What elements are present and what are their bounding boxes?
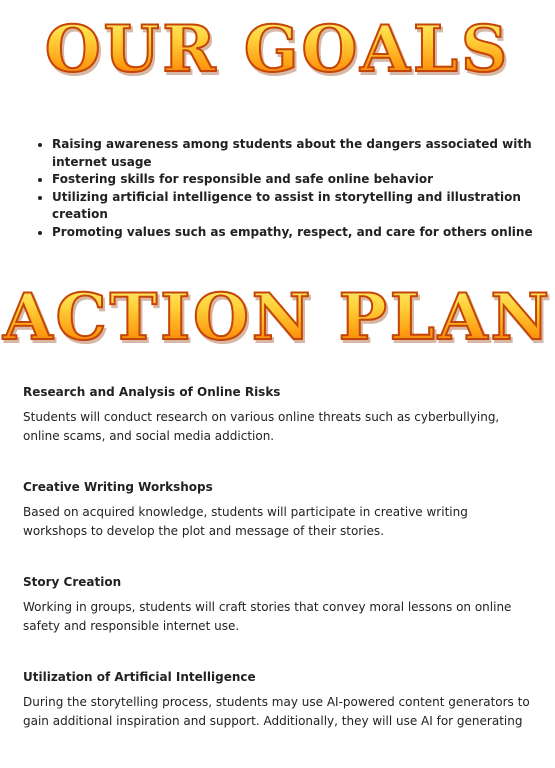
goal-item: • Promoting values such as empathy, respect, and care for others online — [52, 224, 542, 242]
section-body: During the storytelling process, students may use AI-powered content generators to gain additional inspiration and support. Additionally, they will use AI for generating — [23, 695, 530, 728]
section-research — [23, 384, 531, 446]
action-plan-sections — [23, 384, 531, 764]
action-plan-title: ACTION PLAN — [0, 280, 555, 356]
section-heading: Creative Writing Workshops — [23, 480, 213, 494]
goal-item: • Raising awareness among students about the dangers associated with internet usage — [52, 136, 542, 171]
section-body: Students will conduct research on various online threats such as cyberbullying, online scams, and social media addiction. — [23, 410, 500, 443]
goal-item: • Utilizing artificial intelligence to assist in storytelling and illustration creation — [52, 189, 542, 224]
goal-item: • Fostering skills for responsible and safe online behavior — [52, 171, 542, 189]
section-body: Based on acquired knowledge, students will participate in creative writing workshops to develop the plot and message of their stories. — [23, 505, 468, 538]
section-heading: Utilization of Artificial Intelligence — [23, 670, 256, 684]
goals-list — [36, 136, 542, 242]
section-story-creation — [23, 574, 531, 636]
section-body: Working in groups, students will craft stories that convey moral lessons on online safety and responsible internet use. — [23, 600, 512, 633]
section-ai-utilization — [23, 669, 531, 731]
goals-title: OUR GOALS — [0, 12, 555, 88]
section-heading: Research and Analysis of Online Risks — [23, 385, 281, 399]
section-creative-writing — [23, 479, 531, 541]
section-heading: Story Creation — [23, 575, 122, 589]
